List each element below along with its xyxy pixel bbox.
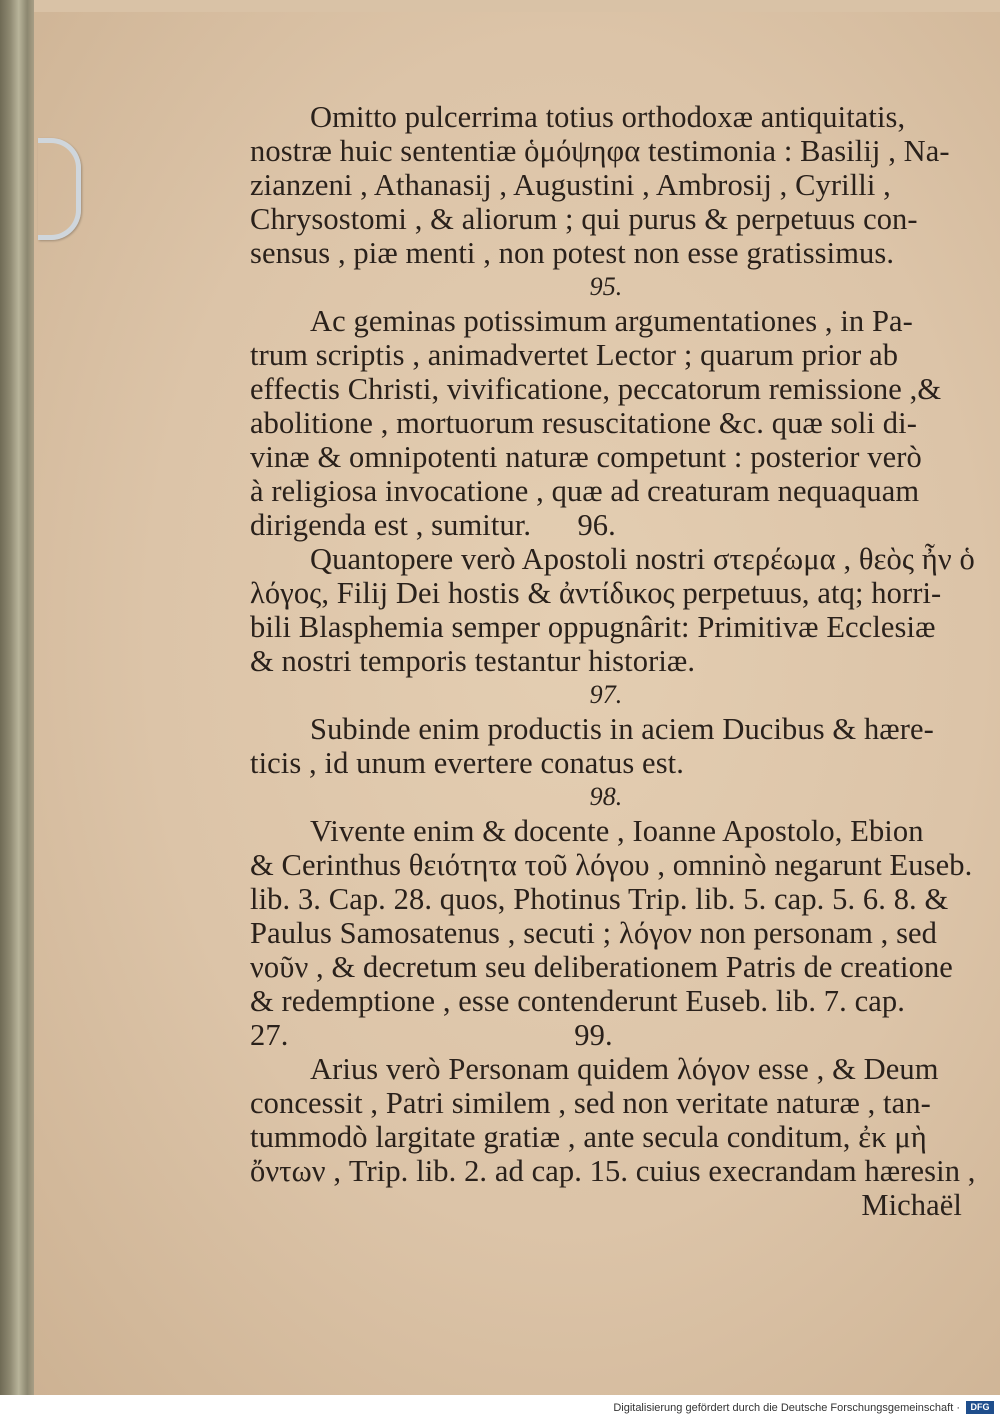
text-line: & nostri temporis testantur historiæ.: [250, 644, 696, 678]
text-line: abolitione , mortuorum resuscitatione &c. quæ soli di-: [250, 406, 917, 440]
page-text-block: [250, 100, 976, 1222]
text-line: νοῦν , & decretum seu deliberationem Patris de creatione: [250, 950, 953, 984]
text-line: concessit , Patri similem , sed non veritate naturæ , tan-: [250, 1086, 931, 1120]
text-line: λόγος, Filij Dei hostis & ἀντίδικος perpetuus, atq; horri-: [250, 576, 942, 610]
section-number-97: 97.: [589, 680, 623, 709]
text-line: Subinde enim productis in aciem Ducibus & hære-: [310, 712, 934, 746]
paragraph-95: [250, 304, 962, 542]
dfg-logo: DFG: [966, 1401, 994, 1414]
text-line: tummodò largitate gratiæ , ante secula conditum, ἐκ μὴ: [250, 1120, 927, 1154]
text-line: sensus , piæ menti , non potest non esse gratissimus.: [250, 236, 895, 270]
text-line: Vivente enim & docente , Ioanne Apostolo, Ebion: [310, 814, 924, 848]
paper-clip-icon: [38, 138, 81, 240]
section-number-95: 95.: [589, 272, 623, 301]
text-line: nostræ huic sententiæ ὁμόψηφα testimonia : Basilij , Na-: [250, 134, 950, 168]
text-line: Ac geminas potissimum argumentationes , in Pa-: [310, 304, 913, 338]
paragraph-98: [250, 814, 973, 1052]
catchword: Michaël: [861, 1188, 962, 1222]
text-line: ticis , id unum evertere conatus est.: [250, 746, 684, 780]
text-line: 27. 99.: [250, 1018, 613, 1052]
section-number-98: 98.: [589, 782, 623, 811]
paragraph-99: [250, 1052, 976, 1188]
text-line: lib. 3. Cap. 28. quos, Photinus Trip. lib. 5. cap. 5. 6. 8. &: [250, 882, 949, 916]
text-line: à religiosa invocatione , quæ ad creaturam nequaquam: [250, 474, 920, 508]
text-line: effectis Christi, vivificatione, peccatorum remissione ,&: [250, 372, 942, 406]
text-line: vinæ & omnipotenti naturæ competunt : posterior verò: [250, 440, 922, 474]
text-line: & redemptione , esse contenderunt Euseb. lib. 7. cap.: [250, 984, 905, 1018]
text-line: dirigenda est , sumitur. 96.: [250, 508, 616, 542]
text-line: Quantopere verò Apostoli nostri στερέωμα , θεὸς ἦν ὁ: [310, 542, 975, 576]
paragraph-intro: [250, 100, 962, 270]
text-line: & Cerinthus θειότητα τοῦ λόγου , omninò negarunt Euseb.: [250, 848, 973, 882]
text-line: Chrysostomi , & aliorum ; qui purus & perpetuus con-: [250, 202, 918, 236]
text-line: trum scriptis , animadvertet Lector ; quarum prior ab: [250, 338, 899, 372]
footer-credit: Digitalisierung gefördert durch die Deutsche Forschungsgemeinschaft ·: [613, 1402, 960, 1414]
text-line: zianzeni , Athanasij , Augustini , Ambrosij , Cyrilli ,: [250, 168, 891, 202]
text-line: Paulus Samosatenus , secuti ; λόγον non personam , sed: [250, 916, 938, 950]
text-line: bili Blasphemia semper oppugnârit: Primitivæ Ecclesiæ: [250, 610, 936, 644]
text-line: Omitto pulcerrima totius orthodoxæ antiquitatis,: [310, 100, 906, 134]
book-binding-edge: [0, 0, 34, 1395]
paragraph-96: [250, 542, 975, 678]
text-line: ὄντων , Trip. lib. 2. ad cap. 15. cuius execrandam hæresin ,: [250, 1154, 976, 1188]
digitization-footer: [0, 1395, 1000, 1421]
paragraph-97: [250, 712, 962, 780]
text-line: Arius verò Personam quidem λόγον esse , & Deum: [310, 1052, 939, 1086]
